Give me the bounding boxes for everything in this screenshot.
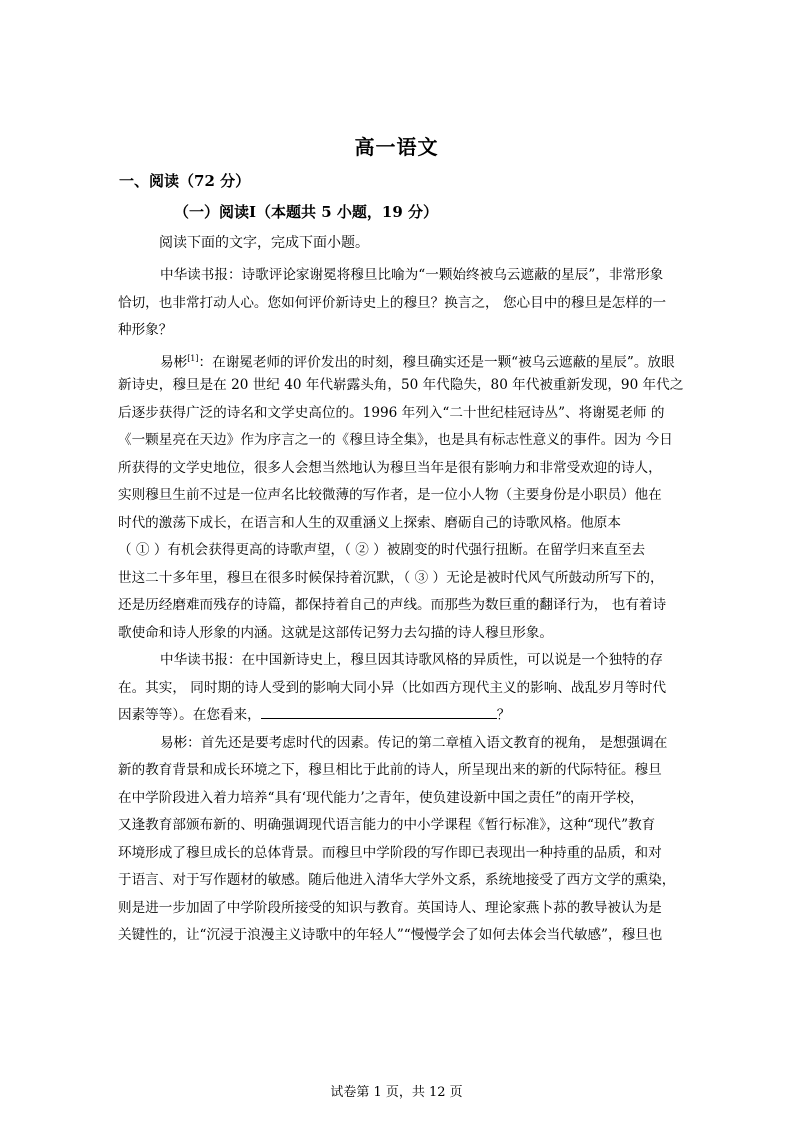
text-line: 种形象？ bbox=[118, 322, 173, 338]
text-line: 新的教育背景和成长环境之下，穆旦相比于此前的诗人，所呈现出来的新的代际特征。穆旦 bbox=[118, 762, 662, 778]
footnote-marker[interactable]: [1] bbox=[187, 353, 199, 363]
passage-body bbox=[118, 262, 686, 950]
text-line: 又逢教育部颁布新的、明确强调现代语言能力的中小学课程《暂行标准》，这种“现代”教育 bbox=[118, 817, 656, 833]
text-line: 于语言、对于写作题材的敏感。随后他进入清华大学外文系，系统地接受了西方文学的熏染， bbox=[118, 872, 676, 888]
text-line: 因素等等）。在您看来， ？ bbox=[118, 702, 686, 730]
text-line: 歌使命和诗人形象的内涵。这就是这部传记努力去勾描的诗人穆旦形象。 bbox=[118, 624, 553, 641]
text-line: 《一颗星亮在天边》作为序言之一的《穆旦诗全集》，也是具有标志性意义的事件。因为 今日 bbox=[118, 432, 673, 448]
speaker-colon: ： bbox=[198, 354, 213, 371]
text-line: 易彬：首先还是要考虑时代的因素。传记的第二章植入语文教育的视角， 是想强调在 bbox=[160, 734, 668, 751]
answer-blank[interactable] bbox=[261, 704, 497, 719]
text-line: 易彬[1]：在谢冕老师的评价发出的时刻，穆旦确实还是一颗“被乌云遮蔽的星辰”。放眼 bbox=[160, 353, 675, 371]
text-line: 后逐步获得广泛的诗名和文学史高位的。1996 年列入“二十世纪桂冠诗丛”、将谢冕老师 的 bbox=[118, 404, 665, 421]
page-title: 高一语文 bbox=[354, 135, 439, 159]
speaker-name: 易彬 bbox=[160, 354, 188, 371]
text-line: 中华读书报：在中国新诗史上，穆旦因其诗歌风格的异质性，可以说是一个独特的存 bbox=[160, 652, 663, 668]
section-heading: 一、阅读（72 分） bbox=[119, 172, 251, 190]
text-line: 环境形成了穆旦成长的总体背景。而穆旦中学阶段的写作即已表现出一种持重的品质，和对 bbox=[118, 844, 662, 861]
text-line: 所获得的文学史地位，很多人会想当然地认为穆旦当年是很有影响力和非常受欢迎的诗人， bbox=[118, 459, 662, 476]
text-line: 实则穆旦生前不过是一位声名比较微薄的写作者，是一位小人物（主要身份是小职员）他在 bbox=[118, 487, 662, 503]
text-line: 新诗史，穆旦是在 20 世纪 40 年代崭露头角，50 年代隐失，80 年代被重新发现，90 年代之 bbox=[118, 377, 684, 393]
text-line: 中华读书报：诗歌评论家谢冕将穆旦比喻为“一颗始终被乌云遮蔽的星辰”，非常形象 bbox=[160, 267, 664, 283]
text-line: 在中学阶段进入着力培养“具有‘现代能力’之青年，使负建设新中国之责任”的南开学校， bbox=[118, 789, 644, 806]
page-footer: 试卷第 1 页，共 12 页 bbox=[330, 1085, 463, 1100]
instruction-text: 阅读下面的文字，完成下面小题。 bbox=[159, 235, 369, 251]
text-line: 世这二十多年里，穆旦在很多时候保持着沉默，（ ③ ）无论是被时代风气所鼓动所写下的， bbox=[118, 569, 664, 586]
subsection-heading: （一）阅读Ⅰ（本题共 5 小题，19 分） bbox=[174, 203, 438, 221]
text-line: 还是历经磨难而残存的诗篇，都保持着自己的声线。而那些为数巨重的翻译行为， 也有着诗 bbox=[118, 597, 667, 613]
text-line: 恰切，也非常打动人心。您如何评价新诗史上的穆旦？换言之， 您心目中的穆旦是怎样的一 bbox=[118, 294, 667, 311]
text-line: （ ① ）有机会获得更高的诗歌声望，（ ② ）被剧变的时代强行扭断。在留学归来直至去 bbox=[118, 542, 646, 558]
text-line: 关键性的，让“沉浸于浪漫主义诗歌中的年轻人”“慢慢学会了如何去体会当代敏感”，穆旦也 bbox=[118, 927, 663, 943]
text-line: 时代的激荡下成长，在语言和人生的双重涵义上探索、磨砺自己的诗歌风格。他原本 bbox=[118, 514, 621, 531]
text-line: 在。其实， 同时期的诗人受到的影响大同小异（比如西方现代主义的影响、战乱岁月等时代 bbox=[118, 679, 667, 696]
text-line: 则是进一步加固了中学阶段所接受的知识与教育。英国诗人、理论家燕卜荪的教导被认为是 bbox=[118, 899, 662, 916]
